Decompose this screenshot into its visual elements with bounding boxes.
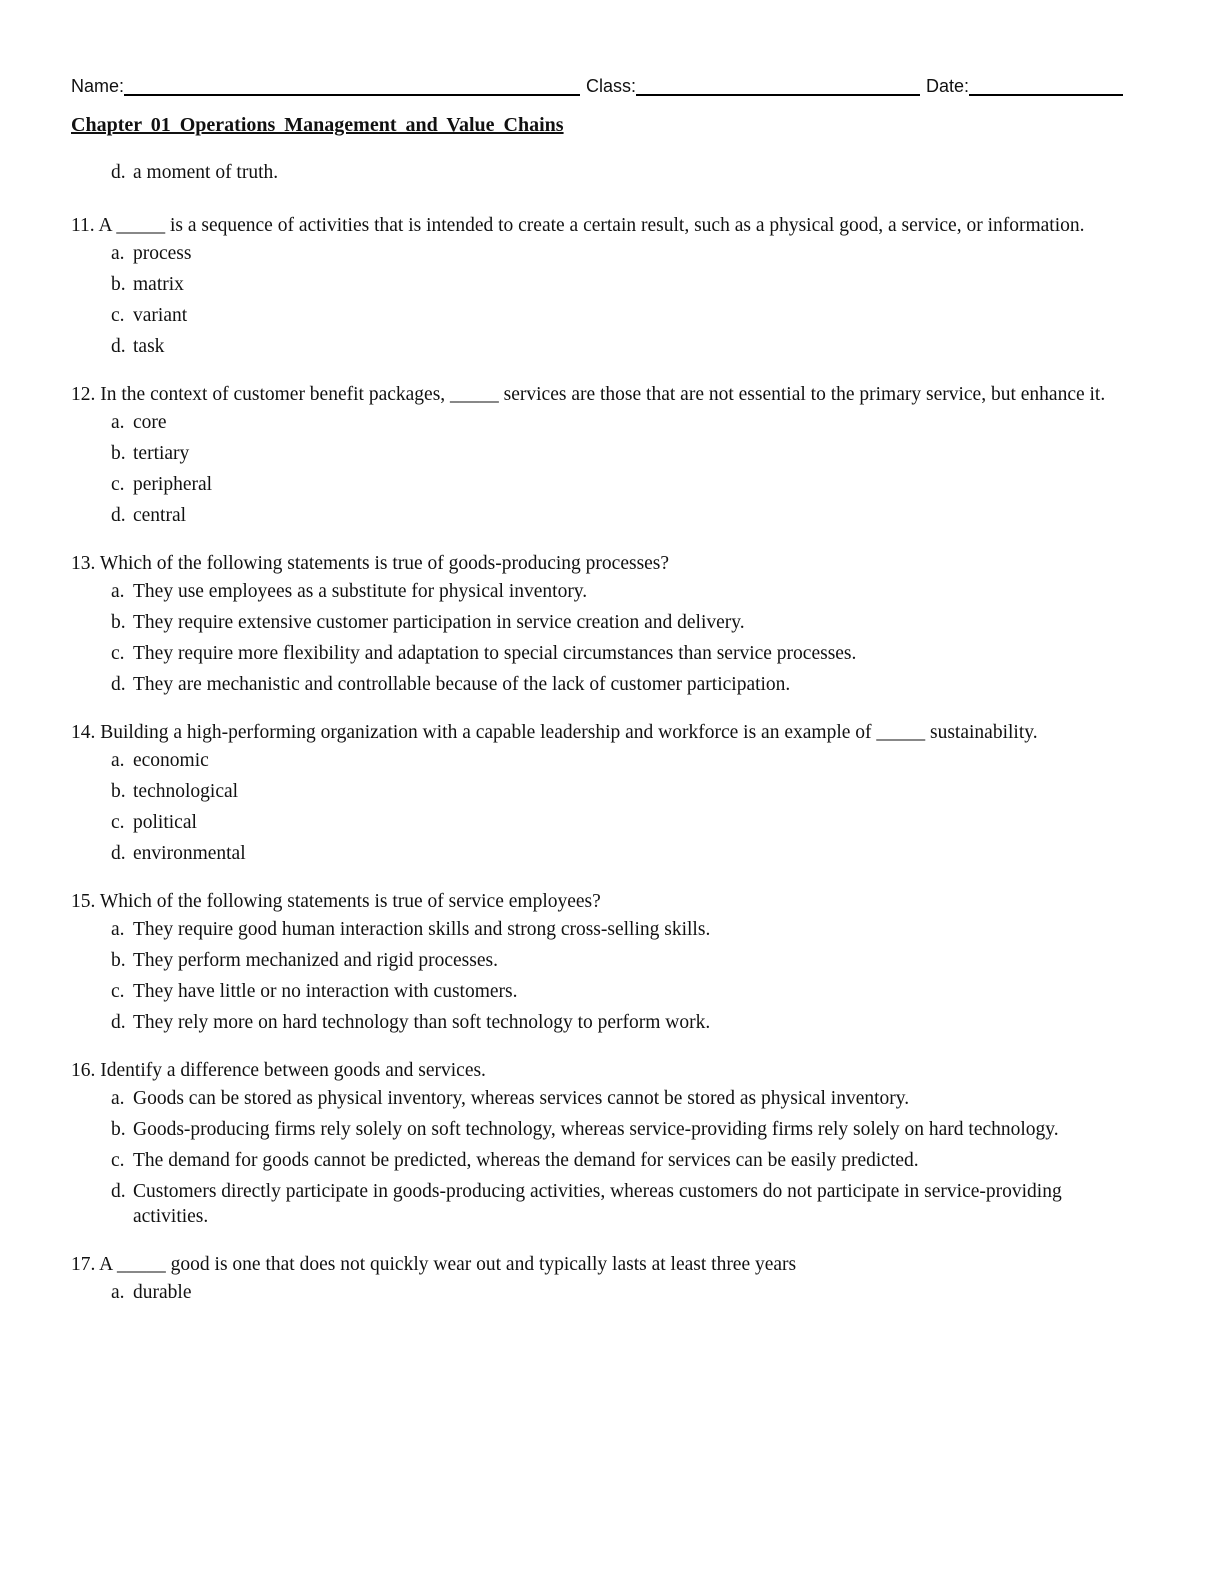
answer-option bbox=[111, 948, 1141, 973]
option-letter: a. bbox=[111, 919, 125, 940]
question-16 bbox=[71, 1058, 1141, 1229]
date-label: Date: bbox=[926, 76, 970, 96]
option-letter: d. bbox=[111, 162, 126, 183]
option-text: Customers directly participate in goods-producing activities, whereas customers do not participate in service-providing activities. bbox=[133, 1181, 1062, 1227]
option-letter: c. bbox=[111, 474, 125, 495]
question-15 bbox=[71, 889, 1141, 1035]
option-letter: b. bbox=[111, 274, 126, 295]
answer-option bbox=[111, 672, 1141, 697]
question-stem: 14. Building a high-performing organization with a capable leadership and workforce is an example of _____ sustainability. bbox=[71, 722, 1038, 743]
option-text: central bbox=[133, 505, 187, 526]
answer-option bbox=[111, 334, 1141, 359]
option-letter: d. bbox=[111, 1012, 126, 1033]
option-letter: a. bbox=[111, 1088, 125, 1109]
option-letter: c. bbox=[111, 305, 125, 326]
option-text: process bbox=[133, 243, 192, 264]
answer-option bbox=[111, 303, 1141, 328]
name-blank-line bbox=[124, 74, 580, 96]
answer-option bbox=[111, 579, 1141, 604]
option-text: They require good human interaction skills and strong cross-selling skills. bbox=[133, 919, 711, 940]
option-text: variant bbox=[133, 305, 188, 326]
question-11 bbox=[71, 213, 1141, 359]
option-letter: d. bbox=[111, 336, 126, 357]
answer-option bbox=[111, 610, 1141, 635]
option-text: core bbox=[133, 412, 167, 433]
answer-option bbox=[111, 503, 1141, 528]
answer-option bbox=[111, 410, 1141, 435]
option-letter: c. bbox=[111, 981, 125, 1002]
option-text: environmental bbox=[133, 843, 246, 864]
option-text: Goods-producing firms rely solely on soft technology, whereas service-providing firms rely solely on hard technology. bbox=[133, 1119, 1059, 1140]
answer-option bbox=[111, 841, 1141, 866]
option-text: peripheral bbox=[133, 474, 213, 495]
answer-option bbox=[111, 1179, 1141, 1229]
date-blank-line bbox=[969, 74, 1123, 96]
option-text: They use employees as a substitute for physical inventory. bbox=[133, 581, 588, 602]
option-letter: b. bbox=[111, 1119, 126, 1140]
carryover-option bbox=[111, 160, 1141, 185]
option-letter: d. bbox=[111, 505, 126, 526]
option-letter: c. bbox=[111, 643, 125, 664]
option-letter: b. bbox=[111, 443, 126, 464]
answer-option bbox=[111, 241, 1141, 266]
question-13 bbox=[71, 551, 1141, 697]
option-letter: b. bbox=[111, 781, 126, 802]
option-letter: a. bbox=[111, 750, 125, 771]
question-17 bbox=[71, 1252, 1141, 1305]
answer-option bbox=[111, 641, 1141, 666]
option-text: Goods can be stored as physical inventory, whereas services cannot be stored as physical inventory. bbox=[133, 1088, 910, 1109]
option-text: They are mechanistic and controllable because of the lack of customer participation. bbox=[133, 674, 791, 695]
option-letter: b. bbox=[111, 612, 126, 633]
option-text: technological bbox=[133, 781, 239, 802]
option-text: They require more flexibility and adaptation to special circumstances than service processes. bbox=[133, 643, 857, 664]
option-letter: a. bbox=[111, 243, 125, 264]
answer-option bbox=[111, 1010, 1141, 1035]
answer-option bbox=[111, 1148, 1141, 1173]
option-letter: a. bbox=[111, 412, 125, 433]
option-letter: c. bbox=[111, 812, 125, 833]
option-text: economic bbox=[133, 750, 209, 771]
class-blank-line bbox=[636, 74, 920, 96]
question-stem: 16. Identify a difference between goods and services. bbox=[71, 1060, 486, 1081]
answer-option bbox=[111, 1280, 1141, 1305]
option-text: durable bbox=[133, 1282, 192, 1303]
option-letter: c. bbox=[111, 1150, 125, 1171]
question-12 bbox=[71, 382, 1141, 528]
option-text: They rely more on hard technology than soft technology to perform work. bbox=[133, 1012, 711, 1033]
answer-option bbox=[111, 1086, 1141, 1111]
answer-option bbox=[111, 472, 1141, 497]
chapter-title: Chapter 01 Operations Management and Value Chains bbox=[71, 114, 564, 136]
question-stem: 13. Which of the following statements is true of goods-producing processes? bbox=[71, 553, 670, 574]
answer-option bbox=[111, 779, 1141, 804]
answer-option bbox=[111, 810, 1141, 835]
question-stem: 15. Which of the following statements is true of service employees? bbox=[71, 891, 601, 912]
answer-option bbox=[111, 272, 1141, 297]
option-text: They require extensive customer participation in service creation and delivery. bbox=[133, 612, 745, 633]
option-text: They have little or no interaction with customers. bbox=[133, 981, 518, 1002]
question-list bbox=[71, 160, 1141, 1311]
name-label: Name: bbox=[71, 76, 125, 96]
option-letter: a. bbox=[111, 581, 125, 602]
question-stem: 17. A _____ good is one that does not quickly wear out and typically lasts at least three years bbox=[71, 1254, 797, 1275]
option-text: political bbox=[133, 812, 197, 833]
option-text: a moment of truth. bbox=[133, 162, 279, 183]
question-stem: 12. In the context of customer benefit packages, _____ services are those that are not essential to the primary service, but enhance it. bbox=[71, 384, 1106, 405]
option-letter: d. bbox=[111, 674, 126, 695]
option-text: matrix bbox=[133, 274, 184, 295]
option-letter: b. bbox=[111, 950, 126, 971]
question-stem: 11. A _____ is a sequence of activities that is intended to create a certain result, such as a physical good, a service, or information. bbox=[71, 215, 1085, 236]
answer-option bbox=[111, 917, 1141, 942]
option-text: They perform mechanized and rigid processes. bbox=[133, 950, 498, 971]
student-info-header bbox=[71, 70, 1143, 96]
option-text: task bbox=[133, 336, 165, 357]
class-label: Class: bbox=[586, 76, 637, 96]
answer-option bbox=[111, 441, 1141, 466]
answer-option bbox=[111, 979, 1141, 1004]
answer-option bbox=[111, 1117, 1141, 1142]
option-letter: a. bbox=[111, 1282, 125, 1303]
answer-option bbox=[111, 748, 1141, 773]
option-text: tertiary bbox=[133, 443, 190, 464]
option-letter: d. bbox=[111, 1181, 126, 1202]
option-text: The demand for goods cannot be predicted, whereas the demand for services can be easily predicted. bbox=[133, 1150, 919, 1171]
question-14 bbox=[71, 720, 1141, 866]
option-letter: d. bbox=[111, 843, 126, 864]
